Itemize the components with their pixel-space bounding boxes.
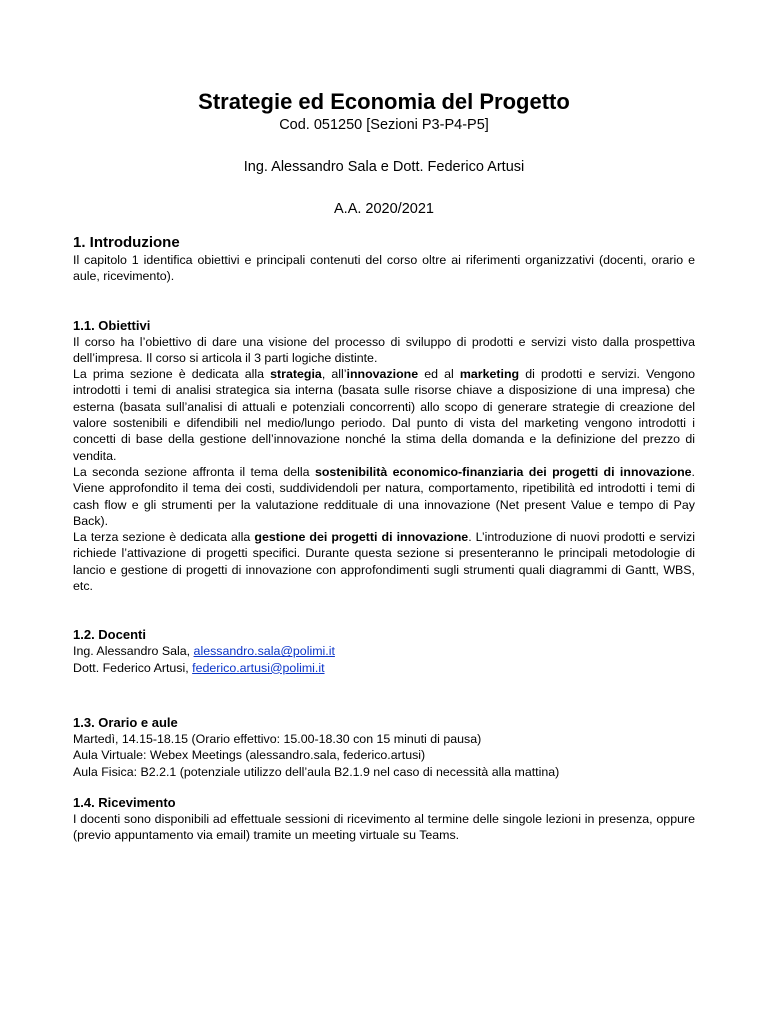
obiettivi-paragraph-2: La prima sezione è dedicata alla strategia, all’innovazione ed al marketing di prodotti e servizi. Vengono introdotti i temi di analisi strategica sia interna (basata sulle risorse chiave a disposizione di una impresa) che esterna (basata sull’analisi di attuali e potenziali concorrenti) allo scopo di generare strategie di creazione del valore sostenibili e difendibili nel medio/lungo periodo. Dal punto di vista del marketing vengono introdotti i concetti di base della gestione dell’innovazione nonché la stima della domanda e la definizione del prezzo di vendita.: [73, 367, 695, 463]
aula-virtuale-line: Aula Virtuale: Webex Meetings (alessandro.sala, federico.artusi): [73, 748, 426, 763]
obiettivi-paragraph-1: Il corso ha l’obiettivo di dare una visione del processo di sviluppo di prodotti e servizi visto dalla prospettiva dell’impresa. Il corso si articola il 3 parti logiche distinte.: [73, 334, 695, 365]
section-heading-ricevimento: 1.4. Ricevimento: [73, 794, 176, 810]
section-heading-introduzione: 1. Introduzione: [73, 234, 180, 251]
orario-line: Martedì, 14.15-18.15 (Orario effettivo: 15.00-18.30 con 15 minuti di pausa): [73, 731, 482, 746]
course-code: Cod. 051250 [Sezioni P3-P4-P5]: [279, 117, 489, 133]
section-heading-docenti: 1.2. Docenti: [73, 627, 146, 643]
docente-artusi: Dott. Federico Artusi, federico.artusi@polimi.it: [73, 660, 325, 675]
section-heading-orario: 1.3. Orario e aule: [73, 714, 178, 730]
academic-year: A.A. 2020/2021: [334, 201, 434, 217]
aula-fisica-line: Aula Fisica: B2.2.1 (potenziale utilizzo dell’aula B2.1.9 nel caso di necessità alla mattina): [73, 764, 560, 779]
email-link-artusi[interactable]: federico.artusi@polimi.it: [192, 660, 325, 675]
obiettivi-paragraph-3: La seconda sezione affronta il tema della sostenibilità economico-finanziaria dei progetti di innovazione. Viene approfondito il tema dei costi, suddividendoli per natura, comportamento, ripetibilità ed introdotti i temi di cash flow e gli strumenti per la valutazione reddituale di una innovazione (Net present Value e tempo di Pay Back).: [73, 464, 695, 528]
ricevimento-text: I docenti sono disponibili ad effettuale sessioni di ricevimento al termine delle singole lezioni in presenza, oppure (previo appuntamento via email) tramite un meeting virtuale su Teams.: [73, 811, 695, 843]
document-title: Strategie ed Economia del Progetto: [198, 89, 570, 114]
section-heading-obiettivi: 1.1. Obiettivi: [73, 317, 151, 333]
document-page: [73, 88, 695, 843]
obiettivi-paragraph-4: La terza sezione è dedicata alla gestione dei progetti di innovazione. L’introduzione di nuovi prodotti e servizi richiede l’attivazione di progetti specifici. Durante questa sezione si presenteranno le principali metodologie di lancio e gestione di progetti di innovazione con approfondimenti sugli strumenti quali diagrammi di Gantt, WBS, etc.: [73, 530, 696, 594]
introduzione-text: Il capitolo 1 identifica obiettivi e principali contenuti del corso oltre ai riferimenti organizzativi (docenti, orario e aule, ricevimento).: [73, 253, 695, 284]
course-authors: Ing. Alessandro Sala e Dott. Federico Artusi: [243, 159, 525, 175]
docente-sala: Ing. Alessandro Sala, alessandro.sala@polimi.it: [73, 644, 335, 659]
email-link-sala[interactable]: alessandro.sala@polimi.it: [193, 644, 335, 659]
